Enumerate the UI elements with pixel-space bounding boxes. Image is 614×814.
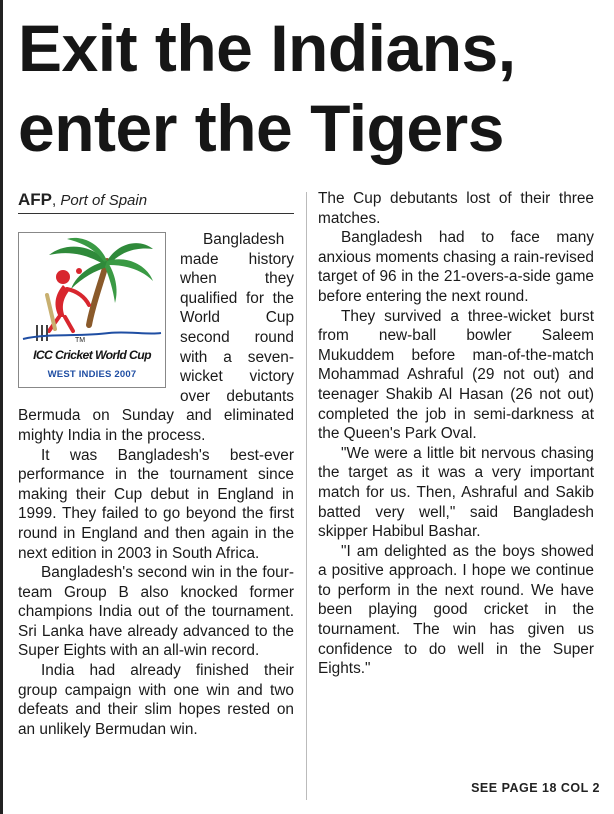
paragraph: "We were a little bit nervous chasing the target as it was a very important match for us. Then, Ashraful and Sakib batted very well," said Bangladesh skipper Habibul Bashar. bbox=[318, 444, 594, 541]
continuation-note: SEE PAGE 18 COL 2 bbox=[471, 781, 600, 795]
byline-agency: AFP bbox=[18, 190, 52, 209]
world-cup-logo bbox=[18, 232, 166, 388]
paragraph: "I am delighted as the boys showed a positive approach. I hope we continue to perform in the next round. We have been playing good cricket in the tournament. The win has given us confidence to do well in the Super Eights." bbox=[318, 542, 594, 678]
byline-place: Port of Spain bbox=[60, 192, 148, 209]
left-column-rule bbox=[0, 0, 3, 814]
headline-line-1: Exit the Indians, bbox=[18, 11, 516, 85]
byline bbox=[18, 190, 147, 210]
article-column-1 bbox=[18, 230, 294, 739]
logo-title: ICC Cricket World Cup bbox=[33, 348, 151, 362]
paragraph: They survived a three-wicket burst from new-ball bowler Saleem Mukuddem before man-of-the-match Mohammad Ashraful (29 not out) and teenager Shakib Al Hasan (26 not out) completed the job in semi-darkness at the Queen's Park Oval. bbox=[318, 307, 594, 443]
paragraph: It was Bangladesh's best-ever performance in the tournament since making their Cup debut in England in 1999. They failed to go beyond the first round in England and then again in the next edition in 2003 in South Africa. bbox=[18, 446, 294, 562]
logo-trademark: TM bbox=[75, 337, 86, 344]
byline-rule bbox=[18, 213, 294, 214]
logo-subtitle: WEST INDIES 2007 bbox=[47, 369, 137, 380]
paragraph: Bangladesh made history when they qualified for the World Cup second round with a seven-wicket victory over debutants Bermuda on Sunday and eliminated mighty India in the process. bbox=[18, 231, 294, 444]
byline-separator: , bbox=[52, 192, 57, 209]
article-column-2 bbox=[318, 189, 594, 679]
paragraph: India had already finished their group campaign with one win and two defeats and their slim hopes rested on an unlikely Bermudan win. bbox=[18, 662, 294, 738]
paragraph: Bangladesh's second win in the four-team Group B also knocked former champions India out of the tournament. Sri Lanka have already advanced to the Super Eights with an all-win record. bbox=[18, 564, 294, 660]
column-divider bbox=[306, 192, 307, 800]
paragraph: Bangladesh had to face many anxious moments chasing a rain-revised target of 96 in the 21-overs-a-side game before entering the next round. bbox=[318, 229, 594, 305]
headline bbox=[18, 8, 608, 168]
palm-tree-icon bbox=[19, 233, 165, 345]
headline-line-2: enter the Tigers bbox=[18, 91, 504, 165]
paragraph: The Cup debutants lost of their three matches. bbox=[318, 190, 594, 227]
